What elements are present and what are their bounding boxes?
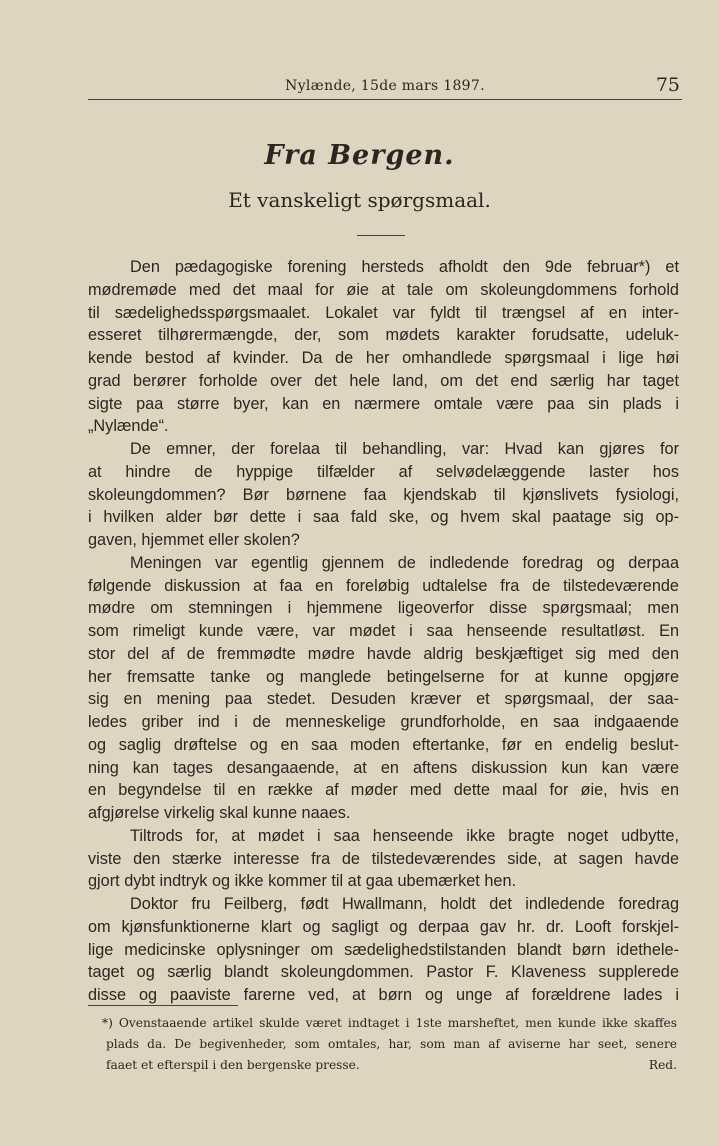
footnote-line: plads da. De begivenheder, som omtales, har, som man af aviserne har seet, senere [106,1037,677,1051]
text-line: sigte paa større byer, kan en nærmere omtale være paa sin plads i [88,394,679,413]
text-line: stor del af de fremmødte mødre havde aldrig beskjæftiget sig med den [88,644,679,663]
header-title: Nylænde, 15de mars 1897. [285,78,485,94]
running-header [88,76,682,98]
footnote-rule [88,1005,238,1006]
text-line: om kjønsfunktionerne klart og sagligt og derpaa gav hr. dr. Looft forskjel- [88,917,679,936]
text-line: mødre om stemningen i hjemmene ligeoverfor disse spørgsmaal; men [88,599,679,618]
text-line: esseret tilhørermængde, der, som mødets karakter forudsatte, udeluk- [88,326,679,345]
text-line: at hindre de hyppige tilfælder af selvødelæggende laster hos [88,462,679,481]
text-line: De emner, der forelaa til behandling, var: Hvad kan gjøres for [130,440,679,458]
text-line: til sædelighedsspørgsmaalet. Lokalet var fyldt til trængsel af en inter- [88,303,679,322]
text-line: ledes griber ind i de menneskelige grundforholde, en saa indgaaende [88,713,679,731]
text-line: lige medicinske oplysninger om sædelighedstilstanden blandt børn idethele- [88,940,679,959]
text-line: skoleungdommen? Bør børnene faa kjendskab til kjønslivets fysiologi, [88,485,679,504]
footnote [102,1013,677,1076]
text-line: „Nylænde“. [88,417,169,436]
title-divider [357,235,405,236]
text-line: her fremsatte tanke og manglede betingelserne for at kunne opgjøre [88,667,679,686]
text-line: grad berører forholde over det hele land, om det end særlig har taget [88,371,679,390]
article-body [88,256,679,1007]
text-line: disse og paaviste farerne ved, at børn og unge af forældrene lades i [88,986,679,1004]
text-line: følgende diskussion at faa en foreløbig udtalelse fra de tilstedeværende [88,576,679,595]
text-line: i hvilken alder bør dette i saa fald ske, og hvem skal paatage sig op- [88,508,679,527]
text-line: afgjørelse virkelig skal kunne naaes. [88,804,351,822]
text-line: taget og særlig blandt skoleungdommen. Pastor F. Klaveness supplerede [88,963,679,982]
text-line: Meningen var egentlig gjennem de indledende foredrag og derpaa [130,553,679,572]
page-number: 75 [655,74,680,96]
footnote-line: *) Ovenstaaende artikel skulde været indtaget i 1ste marsheftet, men kunde ikke skaffes [102,1016,677,1030]
text-line: gjort dybt indtryk og ikke kommer til at gaa ubemærket hen. [88,872,517,891]
text-line: kende bestod af kvinder. Da de her omhandlede spørgsmaal i lige høi [88,349,679,367]
text-line: Den pædagogiske forening hersteds afholdt den 9de februar*) et [130,258,679,276]
footnote-signature: Red. [648,1058,677,1072]
text-line: ning kan tages desangaaende, at en aftens diskussion kun kan være [88,758,679,777]
text-line: som rimeligt kunde være, var mødet i saa henseende resultatløst. En [88,622,679,640]
text-line: en begyndelse til en række af møder med dette maal for øie, hvis en [88,781,679,800]
text-line: og saglig drøftelse og en saa moden eftertanke, før en endelig beslut- [88,735,679,754]
text-line: Doktor fru Feilberg, født Hwallmann, holdt det indledende foredrag [130,895,679,913]
text-line: gaven, hjemmet eller skolen? [88,531,300,549]
article-title: Fra Bergen. [264,140,455,171]
footnote-text: faaet et efterspil i den bergenske presse. [106,1058,360,1072]
footnote-line [102,1055,677,1076]
header-rule [88,99,682,100]
text-line: Tiltrods for, at mødet i saa henseende ikke bragte noget udbytte, [130,826,679,845]
article-subtitle: Et vanskeligt spørgsmaal. [228,188,491,212]
text-line: viste den stærke interesse fra de tilstedeværendes side, at sagen havde [88,849,679,868]
text-line: sig en mening paa stedet. Desuden kræver et spørgsmaal, der saa- [88,690,679,709]
text-line: mødremøde med det maal for øie at tale om skoleungdommens forhold [88,280,679,299]
